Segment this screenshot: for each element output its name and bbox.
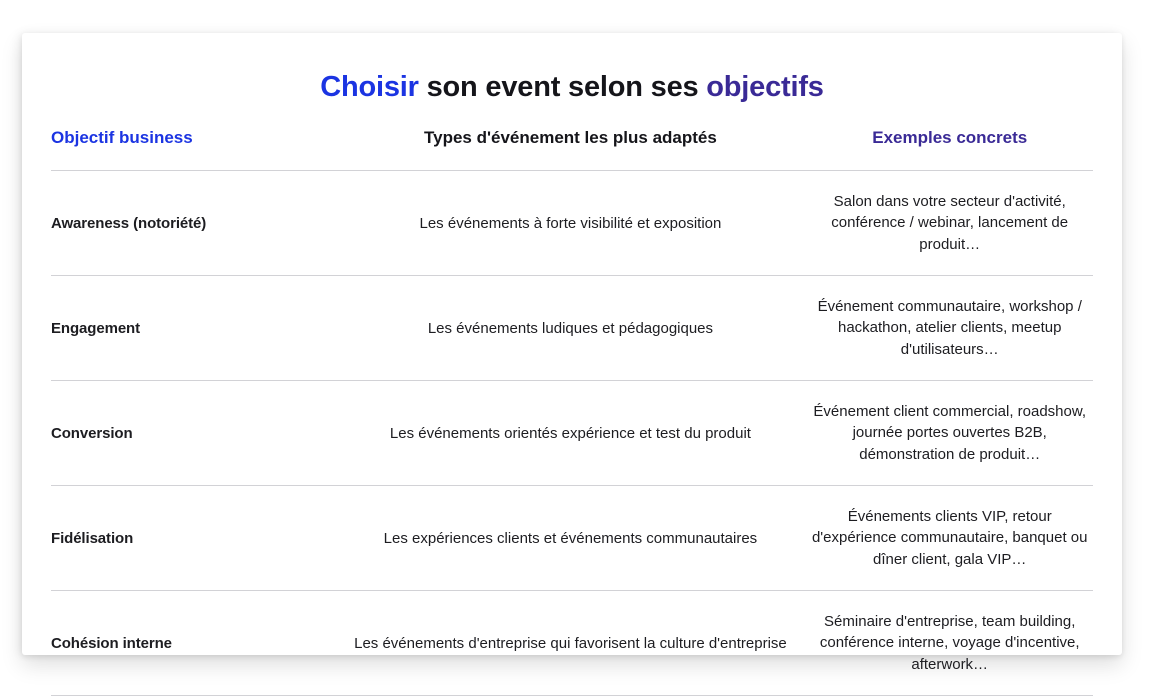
table-header-row: [51, 127, 1093, 171]
cell-exemples: Séminaire d'entreprise, team building, conférence interne, voyage d'incentive, afterwork…: [806, 591, 1093, 696]
page-title-accent-first: Choisir: [320, 71, 419, 103]
cell-objectif: Fidélisation: [51, 486, 334, 591]
page-title-accent-last: objectifs: [706, 71, 824, 103]
cell-exemples: Événement client commercial, roadshow, journée portes ouvertes B2B, démonstration de produit…: [806, 381, 1093, 486]
table-row: [51, 486, 1093, 591]
card-inner: [22, 33, 1122, 673]
cell-exemples: Événements clients VIP, retour d'expérience communautaire, banquet ou dîner client, gala VIP…: [806, 486, 1093, 591]
table-row: [51, 381, 1093, 486]
table-body: [51, 171, 1093, 696]
cell-types: Les événements d'entreprise qui favorisent la culture d'entreprise: [334, 591, 806, 696]
content-card: [22, 33, 1122, 673]
column-header-exemples-concrets: Exemples concrets: [806, 127, 1093, 171]
cell-types: Les expériences clients et événements communautaires: [334, 486, 806, 591]
cell-types: Les événements à forte visibilité et exposition: [334, 171, 806, 276]
cell-exemples: Salon dans votre secteur d'activité, conférence / webinar, lancement de produit…: [806, 171, 1093, 276]
column-header-objectif-business: Objectif business: [51, 127, 334, 171]
cell-objectif: Engagement: [51, 276, 334, 381]
cell-types: Les événements ludiques et pédagogiques: [334, 276, 806, 381]
table-row: [51, 591, 1093, 696]
page-title-plain: son event selon ses: [418, 71, 707, 103]
cell-types: Les événements orientés expérience et test du produit: [334, 381, 806, 486]
table-header: [51, 127, 1093, 171]
cell-objectif: Cohésion interne: [51, 591, 334, 696]
cell-objectif: Conversion: [51, 381, 334, 486]
cell-exemples: Événement communautaire, workshop / hackathon, atelier clients, meetup d'utilisateurs…: [806, 276, 1093, 381]
table-row: [51, 171, 1093, 276]
objectives-table: [51, 127, 1093, 696]
cell-objectif: Awareness (notoriété): [51, 171, 334, 276]
column-header-types-evenement: Types d'événement les plus adaptés: [334, 127, 806, 171]
table-row: [51, 276, 1093, 381]
page-title: [40, 33, 1104, 104]
